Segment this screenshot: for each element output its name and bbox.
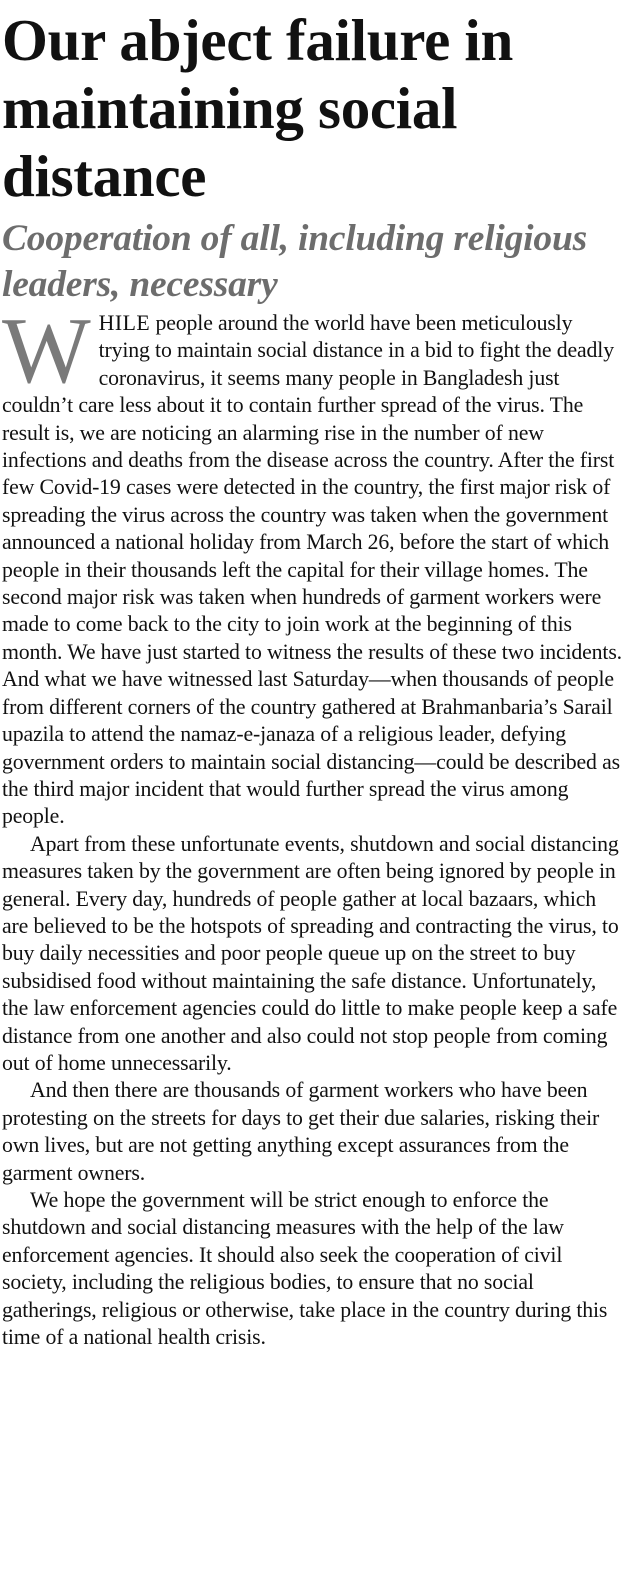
paragraph-4: We hope the government will be strict enough to enforce the shutdown and social distancing measures with the help of the law enforcement agencies. It should also seek the cooperation of civil society, including the religious bodies, to ensure that no social gatherings, religious or otherwise, take place in the country during this time of a national health crisis. <box>2 1188 608 1350</box>
drop-cap: W <box>2 299 91 403</box>
headline: Our abject failure in maintaining social distance <box>2 7 514 209</box>
lead-word: HILE <box>98 311 151 335</box>
paragraph-1-text: people around the world have been meticulously trying to maintain social distance in a bid to fight the deadly coronavirus, it seems many people in Bangladesh just couldn’t care less about it to contain further spread of the virus. The result is, we are noticing an alarming rise in the number of new infections and deaths from the disease across the country. After the first few Covid-19 cases were detected in the country, the first major risk of spreading the virus across the country was taken when the government announced a national holiday from March 26, before the start of which people in their thousands left the capital for their village homes. The second major risk was taken when hundreds of garment workers were made to come back to the city to join work at the beginning of this month. We have just started to witness the results of these two incidents. And what we have witnessed last Saturday—when thousands of people from different corners of the country gathered at Brahmanbaria’s Sarail upazila to attend the namaz-e-janaza of a religious leader, defying government orders to maintain social distancing—could be described as the third major incident that would further spread the virus among people. <box>2 311 622 829</box>
editorial-article <box>2 6 624 1351</box>
subheadline: Cooperation of all, including religious leaders, necessary <box>2 218 588 305</box>
article-body <box>2 299 624 1351</box>
paragraph-1 <box>2 299 624 831</box>
paragraph-3: And then there are thousands of garment workers who have been protesting on the streets for days to get their due salaries, risking their own lives, but are not getting anything except assurances from the garment owners. <box>2 1078 600 1185</box>
paragraph-2: Apart from these unfortunate events, shutdown and social distancing measures taken by the government are often being ignored by people in general. Every day, hundreds of people gather at local bazaars, which are believed to be the hotspots of spreading and contracting the virus, to buy daily necessities and poor people queue up on the street to buy subsidised food without maintaining the safe distance. Unfortunately, the law enforcement agencies could do little to make people keep a safe distance from one another and also could not stop people from coming out of home unnecessarily. <box>2 831 619 1075</box>
